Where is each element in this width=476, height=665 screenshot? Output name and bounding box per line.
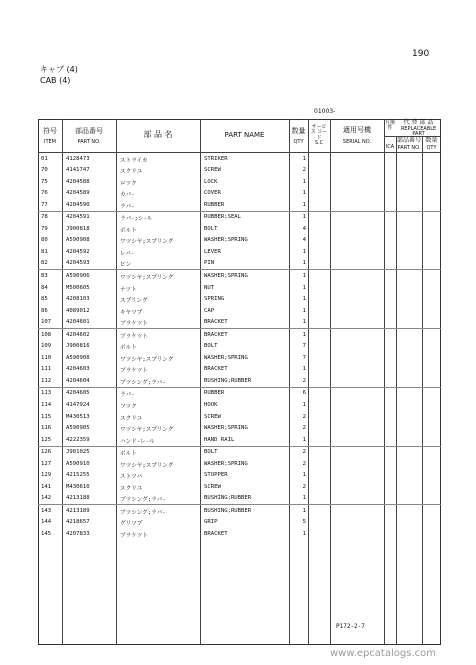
cell-part-no: 4204588 [66, 178, 90, 185]
cell-name-en: STRIKER [204, 155, 228, 162]
cell-part-no: A590910 [66, 460, 90, 467]
table-row [38, 188, 441, 200]
table-row [38, 423, 441, 435]
table-row [38, 341, 441, 353]
page-number: 190 [412, 49, 430, 59]
table-row [38, 269, 441, 282]
table-row [38, 223, 441, 235]
cell-part-no: M430513 [66, 413, 90, 420]
cell-item: 127 [41, 460, 52, 467]
cell-item: 70 [41, 167, 48, 174]
header-ica-ja: 互換性 [384, 120, 395, 132]
cell-qty: 2 [302, 167, 306, 174]
table-row [38, 176, 441, 188]
cell-qty: 2 [302, 377, 306, 384]
cell-item: 114 [41, 401, 52, 408]
cell-name-ja: ワツシヤ;スプリング [120, 427, 174, 434]
cell-name-ja: ブラケツト [120, 333, 148, 340]
cell-name-ja: ストライカ [120, 157, 148, 164]
table-row [38, 165, 441, 177]
table-body [38, 153, 441, 540]
cell-item: 76 [41, 190, 48, 197]
cell-qty: 2 [302, 449, 306, 456]
cell-qty: 1 [302, 401, 306, 408]
parts-table [38, 119, 441, 645]
cell-item: 78 [41, 214, 48, 221]
header-rep-qty-ja: 数量 [425, 137, 438, 144]
cell-name-ja: ワツシヤ;スプリング [120, 274, 174, 281]
cell-item: 126 [41, 449, 52, 456]
cell-item: 129 [41, 472, 52, 479]
cell-item: 141 [41, 483, 52, 490]
table-row [38, 446, 441, 459]
cell-part-no: 4218657 [66, 519, 90, 526]
cell-name-en: BUSHING;RUBBER [204, 507, 252, 514]
cell-qty: 2 [302, 483, 306, 490]
table-row [38, 328, 441, 341]
cell-name-ja: フツク [120, 403, 137, 410]
table-row [38, 458, 441, 470]
title-japanese: キャブ (4) [40, 65, 78, 74]
cell-part-no: A590906 [66, 272, 90, 279]
table-row [38, 153, 441, 165]
header-sc-en: S.C [314, 140, 324, 146]
table-row [38, 199, 441, 211]
cell-qty: 2 [302, 425, 306, 432]
cell-name-en: BRACKET [204, 319, 228, 326]
cell-qty: 1 [302, 214, 306, 221]
cell-name-ja: ナツト [120, 286, 137, 293]
cell-name-ja: カバ- [120, 192, 135, 199]
cell-name-en: RUBBER;SEAL [204, 214, 242, 221]
cell-item: 109 [41, 343, 52, 350]
cell-part-no: 4204602 [66, 331, 90, 338]
cell-item: 115 [41, 413, 52, 420]
cell-name-en: BUSHING;RUBBER [204, 377, 252, 384]
cell-item: 110 [41, 354, 52, 361]
cell-qty: 1 [302, 495, 306, 502]
header-replaceable-en: REPLACEABLE PART [400, 126, 437, 138]
cell-item: 82 [41, 260, 48, 267]
cell-item: 01 [41, 155, 48, 162]
cell-item: 83 [41, 272, 48, 279]
cell-name-en: RUBBER [204, 390, 225, 397]
table-row [38, 282, 441, 294]
cell-part-no: M500605 [66, 284, 90, 291]
cell-name-ja: ボルト [120, 227, 137, 234]
cell-name-ja: ピン [120, 262, 132, 269]
footer-page-code: P172-2-7 [336, 623, 365, 630]
cell-part-no: 4204591 [66, 214, 90, 221]
cell-qty: 4 [302, 225, 306, 232]
table-row [38, 504, 441, 517]
table-row [38, 470, 441, 482]
cell-name-ja: ハンド-レ-ル [120, 438, 155, 445]
header-partname-ja: 部 品 名 [143, 130, 173, 139]
cell-name-en: GRIP [204, 519, 218, 526]
header-serial-en: SERIAL NO. [342, 139, 372, 145]
cell-name-en: PIN [204, 260, 215, 267]
cell-part-no: 4089012 [66, 307, 90, 314]
cell-part-no: 4204593 [66, 260, 90, 267]
cell-qty: 4 [302, 237, 306, 244]
cell-name-en: RUBBER [204, 201, 225, 208]
cell-name-en: BUSHING;RUBBER [204, 495, 252, 502]
table-row [38, 493, 441, 505]
cell-qty: 1 [302, 331, 306, 338]
cell-item: 107 [41, 319, 52, 326]
cell-name-ja: ストツパ [120, 474, 143, 481]
cell-name-en: BRACKET [204, 366, 228, 373]
table-row [38, 364, 441, 376]
cell-name-en: BRACKET [204, 331, 228, 338]
header-item-ja: 符号 [43, 127, 57, 135]
cell-part-no: 4204603 [66, 366, 90, 373]
cell-qty: 1 [302, 190, 306, 197]
cell-qty: 1 [302, 178, 306, 185]
cell-name-ja: ブラケツト [120, 368, 148, 375]
header-qty-en: QTY [293, 139, 304, 145]
table-row [38, 481, 441, 493]
cell-part-no: A590908 [66, 237, 90, 244]
cell-name-ja: ブツシング;ラバ- [120, 497, 166, 504]
header-rep-partno-ja: 部品番号 [396, 137, 421, 144]
cell-item: 75 [41, 178, 48, 185]
cell-name-en: WASHER;SPRING [204, 460, 248, 467]
table-row [38, 387, 441, 400]
cell-qty: 1 [302, 531, 306, 537]
cell-name-ja: ラバ-;シ-ル [120, 216, 153, 223]
cell-item: 86 [41, 307, 48, 314]
cell-name-ja: ブラケツト [120, 321, 148, 328]
cell-name-en: COVER [204, 190, 221, 197]
cell-name-ja: ボルト [120, 345, 137, 352]
cell-name-en: STOPPER [204, 472, 228, 479]
table-row [38, 317, 441, 329]
section-code: 01003- [314, 108, 336, 115]
cell-part-no: 4204605 [66, 390, 90, 397]
cell-name-ja: ワツシヤ;スプリング [120, 462, 174, 469]
cell-part-no: 4213188 [66, 495, 90, 502]
cell-name-ja: ブツシング;ラバ- [120, 509, 166, 516]
cell-part-no: 4204589 [66, 190, 90, 197]
header-qty-ja: 数量 [291, 127, 306, 135]
cell-name-ja: グリツプ [120, 521, 143, 528]
cell-name-en: HAND RAIL [204, 436, 235, 443]
cell-item: 145 [41, 531, 52, 537]
cell-name-en: LOCK [204, 178, 218, 185]
header-partno-en: PART NO. [77, 139, 101, 145]
cell-name-en: NUT [204, 284, 215, 291]
cell-item: 80 [41, 237, 48, 244]
cell-part-no: 4208103 [66, 296, 90, 303]
cell-qty: 1 [302, 248, 306, 255]
cell-qty: 1 [302, 319, 306, 326]
header-item-en: ITEM [43, 139, 56, 145]
cell-item: 77 [41, 201, 48, 208]
cell-qty: 6 [302, 390, 306, 397]
cell-qty: 1 [302, 201, 306, 208]
cell-item: 113 [41, 390, 52, 397]
cell-part-no: 4147924 [66, 401, 90, 408]
header-partname-en: PART NAME [224, 131, 265, 139]
cell-name-ja: ワツシヤ;スプリング [120, 356, 174, 363]
watermark-url[interactable]: www.epcatalogs.com [330, 648, 436, 659]
cell-part-no: 4204592 [66, 248, 90, 255]
cell-item: 79 [41, 225, 48, 232]
header-rep-partno-en: PART NO. [397, 145, 421, 151]
cell-item: 111 [41, 366, 52, 373]
cell-name-ja: キヤツプ [120, 309, 143, 316]
cell-qty: 1 [302, 272, 306, 279]
table-row [38, 352, 441, 364]
table-row [38, 375, 441, 387]
cell-qty: 1 [302, 507, 306, 514]
cell-name-ja: スクリユ [120, 485, 143, 492]
cell-part-no: A590908 [66, 354, 90, 361]
cell-part-no: 4128473 [66, 155, 90, 162]
cell-part-no: 4204604 [66, 377, 90, 384]
cell-item: 125 [41, 436, 52, 443]
cell-name-en: SCREW [204, 483, 221, 490]
cell-name-en: CAP [204, 307, 215, 314]
cell-qty: 1 [302, 307, 306, 314]
cell-item: 108 [41, 331, 52, 338]
header-sc-ja: サービス コード [310, 124, 328, 141]
table-row [38, 399, 441, 411]
cell-qty: 2 [302, 460, 306, 467]
title-english: CAB (4) [40, 76, 71, 85]
cell-name-en: SCREW [204, 413, 221, 420]
cell-part-no: 4213189 [66, 507, 90, 514]
cell-qty: 1 [302, 260, 306, 267]
cell-name-ja: ラバ- [120, 392, 135, 399]
cell-item: 142 [41, 495, 52, 502]
table-row [38, 434, 441, 446]
cell-item: 143 [41, 507, 52, 514]
cell-part-no: J900818 [66, 225, 90, 232]
table-row [38, 305, 441, 317]
cell-name-ja: ラバ- [120, 203, 135, 210]
header-partno-ja: 部品番号 [75, 127, 103, 135]
table-row [38, 411, 441, 423]
header-serial-ja: 適用号機 [343, 126, 371, 134]
cell-name-en: BOLT [204, 225, 218, 232]
table-row [38, 235, 441, 247]
cell-name-ja: スクリユ [120, 415, 143, 422]
cell-item: 116 [41, 425, 52, 432]
cell-part-no: 4222359 [66, 436, 90, 443]
cell-item: 112 [41, 377, 52, 384]
table-row [38, 517, 441, 529]
table-row [38, 246, 441, 258]
header-ica-en: ICA [385, 144, 395, 150]
cell-part-no: 4204601 [66, 319, 90, 326]
table-row [38, 258, 441, 270]
cell-name-en: SCREW [204, 167, 221, 174]
table-row [38, 211, 441, 224]
cell-qty: 1 [302, 472, 306, 479]
cell-name-en: LEVER [204, 248, 221, 255]
cell-qty: 5 [302, 519, 306, 526]
cell-part-no: J901025 [66, 449, 90, 456]
cell-part-no: 4141747 [66, 167, 90, 174]
cell-qty: 7 [302, 343, 306, 350]
cell-part-no: 4207833 [66, 531, 90, 537]
cell-name-ja: ブツシング;ラバ- [120, 379, 166, 386]
cell-qty: 1 [302, 436, 306, 443]
cell-name-ja: ワツシヤ;スプリング [120, 239, 174, 246]
cell-name-ja: スプリング [120, 298, 148, 305]
cell-name-en: WASHER;SPRING [204, 425, 248, 432]
cell-part-no: A590905 [66, 425, 90, 432]
cell-part-no: 4204590 [66, 201, 90, 208]
cell-qty: 2 [302, 413, 306, 420]
cell-name-en: BRACKET [204, 531, 228, 537]
cell-item: 85 [41, 296, 48, 303]
cell-name-ja: レバ- [120, 250, 135, 257]
cell-name-ja: ブラケツト [120, 533, 148, 539]
cell-name-en: WASHER;SPRING [204, 272, 248, 279]
cell-qty: 1 [302, 155, 306, 162]
cell-item: 144 [41, 519, 52, 526]
cell-item: 81 [41, 248, 48, 255]
cell-name-en: BOLT [204, 449, 218, 456]
cell-qty: 1 [302, 296, 306, 303]
cell-qty: 1 [302, 284, 306, 291]
table-row [38, 294, 441, 306]
cell-name-en: WASHER;SPRING [204, 354, 248, 361]
cell-part-no: M430610 [66, 483, 90, 490]
cell-name-ja: ボルト [120, 451, 137, 458]
cell-name-en: WASHER;SPRING [204, 237, 248, 244]
cell-name-ja: ロツク [120, 180, 137, 187]
cell-name-ja: スクリユ [120, 169, 143, 176]
cell-item: 84 [41, 284, 48, 291]
cell-name-en: BOLT [204, 343, 218, 350]
table-row [38, 529, 441, 541]
cell-part-no: J900816 [66, 343, 90, 350]
header-replaceable-ja: 代 替 部 品 [403, 119, 434, 126]
cell-name-en: HOOK [204, 401, 218, 408]
cell-name-en: SPRING [204, 296, 225, 303]
header-rep-qty-en: QTY [426, 145, 437, 151]
cell-qty: 7 [302, 354, 306, 361]
cell-part-no: 4215255 [66, 472, 90, 479]
cell-qty: 1 [302, 366, 306, 373]
